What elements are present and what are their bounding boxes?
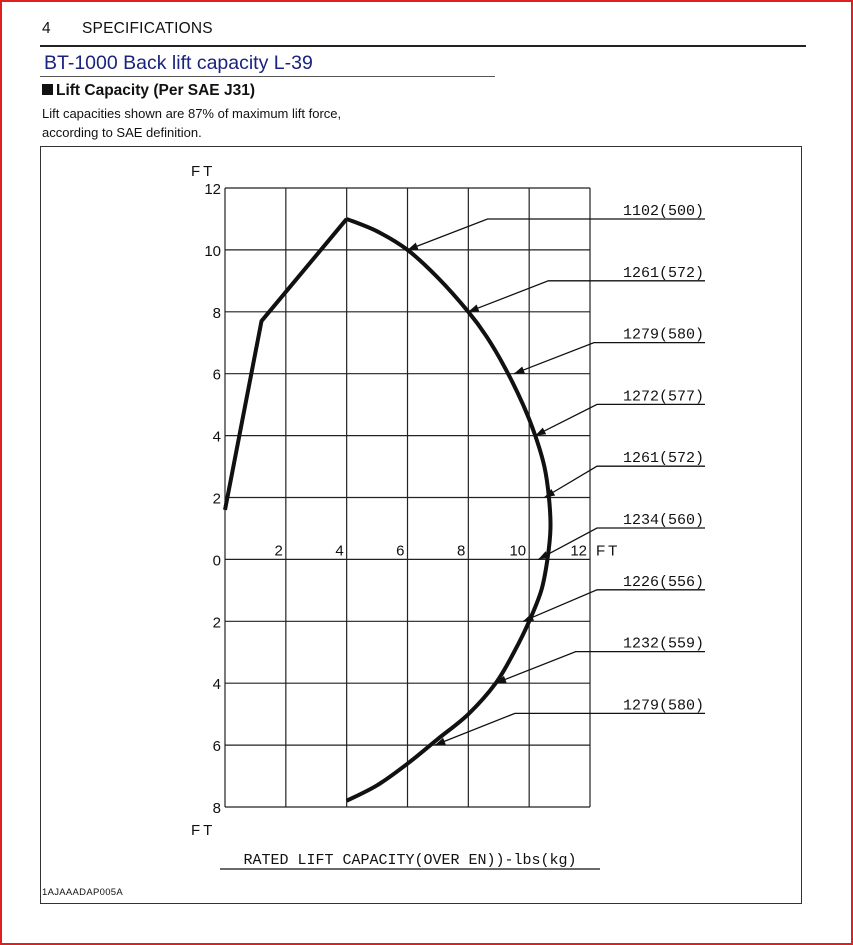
document-title: BT-1000 Back lift capacity L-39 (44, 52, 313, 74)
leader-arrowhead (514, 366, 525, 373)
description-line: Lift capacities shown are 87% of maximum lift force, (42, 106, 342, 121)
y-tick-label: 10 (204, 242, 221, 260)
x-axis-caption: RATED LIFT CAPACITY(OVER EN))-lbs(kg) (243, 852, 577, 869)
capacity-label: 1279(580) (622, 326, 704, 344)
leader-line (435, 713, 607, 745)
leader-line (514, 343, 607, 374)
capacity-label: 1272(577) (622, 388, 704, 406)
capacity-label: 1279(580) (622, 697, 704, 715)
y-axis-unit-bottom: FT (191, 822, 216, 839)
y-tick-label: 8 (212, 800, 221, 817)
capacity-label: 1102(500) (622, 203, 704, 220)
description-line: according to SAE definition. (42, 125, 202, 140)
y-axis-unit-top: FT (191, 163, 216, 180)
capacity-label: 1234(560) (622, 512, 704, 529)
leader-arrowhead (468, 305, 479, 312)
section-title: SPECIFICATIONS (82, 20, 213, 37)
y-tick-label: 8 (212, 304, 221, 322)
leader-line (468, 281, 607, 312)
leader-line (544, 466, 607, 497)
capacity-label: 1232(559) (622, 635, 704, 653)
capacity-label: 1226(556) (622, 573, 704, 591)
y-tick-label: 0 (212, 552, 221, 570)
page-number: 4 (42, 20, 51, 37)
x-tick-label: 10 (509, 542, 527, 560)
leader-arrowhead (408, 243, 419, 250)
capacity-label: 1261(572) (622, 264, 704, 282)
leader-line (535, 404, 607, 435)
subsection-label: Lift Capacity (Per SAE J31) (56, 82, 255, 99)
x-tick-label: 8 (456, 542, 466, 560)
y-tick-label: 2 (212, 490, 221, 508)
x-axis-unit: FT (596, 542, 621, 560)
y-tick-label: 2 (212, 614, 221, 632)
x-tick-label: 12 (570, 542, 587, 560)
figure-code: 1AJAAADAP005A (42, 887, 123, 898)
y-tick-label: 12 (204, 181, 221, 198)
y-tick-label: 6 (212, 366, 221, 384)
x-tick-label: 4 (335, 542, 344, 560)
leader-arrowhead (535, 428, 546, 436)
x-tick-label: 2 (274, 542, 283, 560)
y-tick-label: 6 (212, 738, 221, 756)
y-tick-label: 4 (212, 428, 221, 446)
capacity-label: 1261(572) (622, 450, 704, 468)
x-tick-label: 6 (396, 542, 405, 560)
leader-line (408, 219, 608, 250)
y-tick-label: 4 (212, 676, 221, 694)
